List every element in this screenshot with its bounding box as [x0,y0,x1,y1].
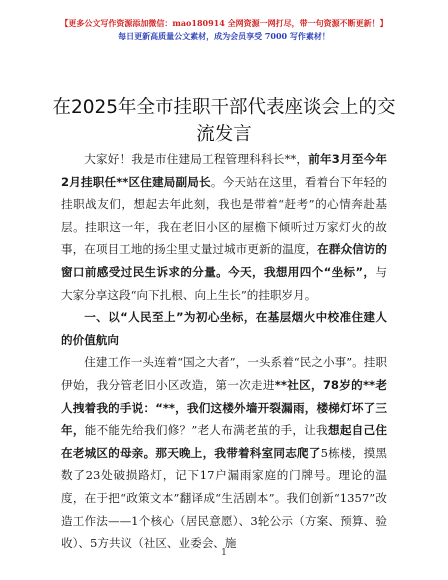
banner-line-2: 每日更新高质量公文素材，成为会员享受 7000 写作素材！ [118,31,330,41]
intro-sentence-4: 在群众信访的窗口前感受过民生诉求的分量。 [61,242,387,279]
intro-sentence-5: 今天， [228,264,264,279]
paragraph-section-1 [61,351,387,554]
intro-sentence-7: 与大家分享这段“向下扎根、向上生长”的挂职岁月。 [61,264,387,302]
intro-sentence-2: 前年3月至今年2月挂职任**区住建局副局长 [61,152,387,189]
intro-sentence-6: 我想用四个“坐标”， [263,264,376,279]
section1-sentence-4: 想起自己住在老城区的母亲。那天晚上，我带着科室同志爬了 [61,423,387,460]
section1-sentence-5: 5栋楼，摸黑数了23处破损路灯，记下17户漏雨家庭的门牌号。理论的温度，在于把“政策文本”翻译成“生活剧本”。我们创新“1357”改造工作法——1个核心（居民意愿）、3轮公示（方案、预算、验收）、5方共议（社区、业委会、施 [61,445,387,551]
paragraph-intro [61,148,387,306]
section1-sentence-2: **社区，78岁的**老人拽着我的手说：“**，我们这楼外墙开裂漏雨，楼梯灯坏了三年， [61,377,387,438]
intro-sentence-1: 大家好！我是市住建局工程管理科科长**， [84,152,309,166]
page-number: 1 [221,548,227,558]
section1-sentence-3: 能不能先给我们修？”老人布满老茧的手，让我 [84,423,328,438]
section-heading-1: 一、以“人民至上”为初心坐标，在基层烟火中校准住建人的价值航向 [61,310,387,347]
intro-sentence-3: 。今天站在这里，看着台下年轻的挂职战友们，想起去年此刻，我也是带着“赶考”的心情奔赴基层。挂职这一年，我在老旧小区的屋檐下倾听过万家灯火的故事，在项目工地的扬尘里丈量过城市更新的温度， [61,174,387,257]
section1-sentence-1: 住建工作一头连着“国之大者”，一头系着“民之小事”。挂职伊始，我分管老旧小区改造，第一次走进 [61,355,387,392]
document-body [61,148,387,555]
document-title: 在2025年全市挂职干部代表座谈会上的交流发言 [52,97,396,146]
banner-line-1: 【更多公文写作资源添加微信：mao180914 全网资源一网打尽，带一句资源不断更新！】 [60,18,388,28]
